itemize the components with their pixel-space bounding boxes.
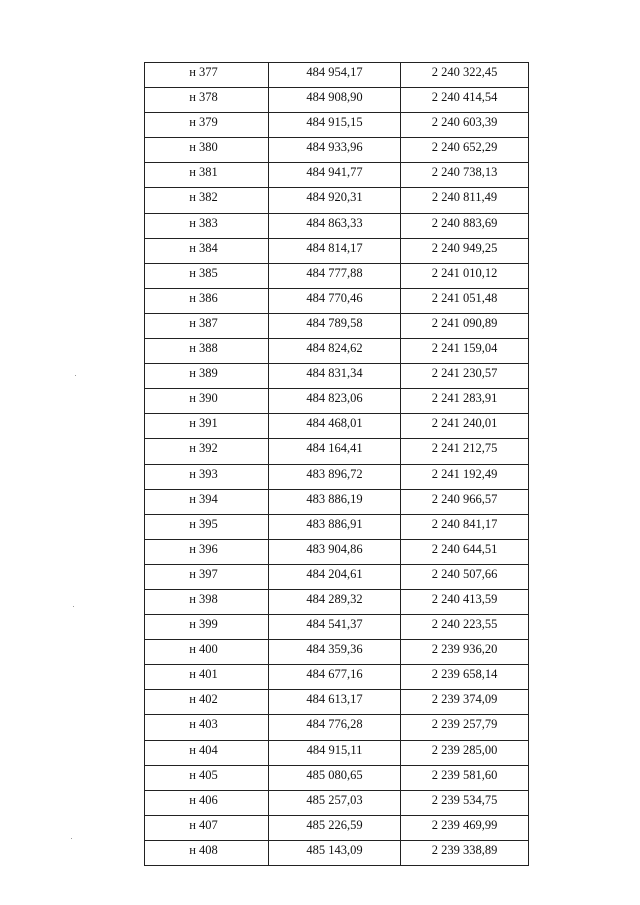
point-number-cell (145, 665, 269, 690)
point-number-cell (145, 313, 269, 338)
x-coordinate-cell-text: 484 468,01 (306, 416, 363, 431)
y-coordinate-cell-text: 2 241 240,01 (431, 416, 498, 431)
point-number-cell-text: н 407 (189, 817, 218, 832)
y-coordinate-cell-text: 2 240 738,13 (431, 165, 498, 180)
point-number-cell-text: н 384 (189, 240, 218, 255)
y-coordinate-cell (401, 815, 529, 840)
y-coordinate-cell (401, 288, 529, 313)
x-coordinate-cell-text: 483 896,72 (306, 466, 363, 481)
point-number-cell (145, 188, 269, 213)
y-coordinate-cell (401, 213, 529, 238)
y-coordinate-cell (401, 439, 529, 464)
point-number-cell (145, 88, 269, 113)
x-coordinate-cell-text: 485 080,65 (306, 767, 363, 782)
x-coordinate-cell (269, 840, 401, 865)
table-row (145, 414, 529, 439)
y-coordinate-cell-text: 2 239 338,89 (431, 842, 498, 857)
point-number-cell (145, 163, 269, 188)
table-row (145, 113, 529, 138)
x-coordinate-cell-text: 484 920,31 (306, 190, 363, 205)
x-coordinate-cell (269, 589, 401, 614)
x-coordinate-cell (269, 765, 401, 790)
table-row (145, 188, 529, 213)
x-coordinate-cell (269, 188, 401, 213)
y-coordinate-cell (401, 63, 529, 88)
x-coordinate-cell (269, 263, 401, 288)
x-coordinate-cell (269, 138, 401, 163)
table-row (145, 790, 529, 815)
y-coordinate-cell (401, 589, 529, 614)
point-number-cell-text: н 397 (189, 566, 218, 581)
point-number-cell (145, 138, 269, 163)
y-coordinate-cell (401, 765, 529, 790)
x-coordinate-cell-text: 484 613,17 (306, 692, 363, 707)
x-coordinate-cell (269, 564, 401, 589)
point-number-cell (145, 439, 269, 464)
table-row (145, 88, 529, 113)
table-row (145, 313, 529, 338)
x-coordinate-cell-text: 483 904,86 (306, 541, 363, 556)
point-number-cell (145, 464, 269, 489)
table-row (145, 439, 529, 464)
y-coordinate-cell-text: 2 240 507,66 (431, 566, 498, 581)
point-number-cell-text: н 379 (189, 115, 218, 130)
point-number-cell-text: н 405 (189, 767, 218, 782)
table-row (145, 815, 529, 840)
point-number-cell (145, 288, 269, 313)
table-row (145, 564, 529, 589)
table-row (145, 213, 529, 238)
table-row (145, 539, 529, 564)
x-coordinate-cell (269, 464, 401, 489)
y-coordinate-cell (401, 263, 529, 288)
y-coordinate-cell (401, 790, 529, 815)
table-row (145, 238, 529, 263)
x-coordinate-cell-text: 485 257,03 (306, 792, 363, 807)
x-coordinate-cell (269, 213, 401, 238)
x-coordinate-cell-text: 484 164,41 (306, 441, 363, 456)
x-coordinate-cell-text: 484 204,61 (306, 566, 363, 581)
point-number-cell-text: н 408 (189, 842, 218, 857)
point-number-cell-text: н 389 (189, 366, 218, 381)
x-coordinate-cell (269, 640, 401, 665)
point-number-cell (145, 389, 269, 414)
y-coordinate-cell (401, 339, 529, 364)
coordinates-table-body (145, 63, 529, 866)
y-coordinate-cell-text: 2 240 811,49 (431, 190, 498, 205)
table-row (145, 640, 529, 665)
point-number-cell-text: н 377 (189, 65, 218, 79)
point-number-cell (145, 339, 269, 364)
y-coordinate-cell (401, 238, 529, 263)
scan-speck (73, 606, 74, 607)
y-coordinate-cell-text: 2 240 949,25 (431, 240, 498, 255)
point-number-cell (145, 615, 269, 640)
table-row (145, 765, 529, 790)
point-number-cell-text: н 385 (189, 265, 218, 280)
x-coordinate-cell (269, 163, 401, 188)
y-coordinate-cell-text: 2 240 966,57 (431, 491, 498, 506)
point-number-cell-text: н 403 (189, 717, 218, 732)
x-coordinate-cell-text: 484 777,88 (306, 265, 363, 280)
point-number-cell-text: н 404 (189, 742, 218, 757)
table-row (145, 288, 529, 313)
x-coordinate-cell-text: 484 954,17 (306, 65, 363, 79)
table-row (145, 138, 529, 163)
point-number-cell-text: н 402 (189, 692, 218, 707)
x-coordinate-cell-text: 484 823,06 (306, 391, 363, 406)
table-row (145, 389, 529, 414)
x-coordinate-cell-text: 484 863,33 (306, 215, 363, 230)
y-coordinate-cell (401, 88, 529, 113)
x-coordinate-cell (269, 539, 401, 564)
point-number-cell-text: н 386 (189, 290, 218, 305)
point-number-cell (145, 414, 269, 439)
point-number-cell (145, 765, 269, 790)
x-coordinate-cell (269, 740, 401, 765)
point-number-cell-text: н 406 (189, 792, 218, 807)
y-coordinate-cell (401, 113, 529, 138)
y-coordinate-cell-text: 2 240 413,59 (431, 591, 498, 606)
table-row (145, 690, 529, 715)
y-coordinate-cell (401, 640, 529, 665)
x-coordinate-cell-text: 484 908,90 (306, 90, 363, 105)
y-coordinate-cell-text: 2 240 652,29 (431, 140, 498, 155)
point-number-cell (145, 564, 269, 589)
y-coordinate-cell-text: 2 239 469,99 (431, 817, 498, 832)
x-coordinate-cell-text: 484 359,36 (306, 642, 363, 657)
x-coordinate-cell-text: 484 915,15 (306, 115, 363, 130)
x-coordinate-cell (269, 489, 401, 514)
y-coordinate-cell (401, 514, 529, 539)
x-coordinate-cell (269, 113, 401, 138)
x-coordinate-cell (269, 414, 401, 439)
x-coordinate-cell (269, 815, 401, 840)
table-row (145, 263, 529, 288)
coordinates-table (144, 62, 529, 866)
y-coordinate-cell (401, 464, 529, 489)
y-coordinate-cell (401, 389, 529, 414)
x-coordinate-cell-text: 484 541,37 (306, 617, 363, 632)
y-coordinate-cell-text: 2 239 534,75 (431, 792, 498, 807)
point-number-cell (145, 740, 269, 765)
point-number-cell-text: н 390 (189, 391, 218, 406)
y-coordinate-cell-text: 2 239 581,60 (431, 767, 498, 782)
point-number-cell-text: н 387 (189, 315, 218, 330)
table-row (145, 840, 529, 865)
point-number-cell (145, 489, 269, 514)
y-coordinate-cell (401, 138, 529, 163)
point-number-cell-text: н 396 (189, 541, 218, 556)
point-number-cell (145, 539, 269, 564)
table-row (145, 339, 529, 364)
point-number-cell (145, 514, 269, 539)
point-number-cell-text: н 394 (189, 491, 218, 506)
x-coordinate-cell (269, 339, 401, 364)
x-coordinate-cell-text: 484 831,34 (306, 366, 363, 381)
table-row (145, 464, 529, 489)
y-coordinate-cell-text: 2 241 230,57 (431, 366, 498, 381)
x-coordinate-cell-text: 483 886,19 (306, 491, 363, 506)
x-coordinate-cell (269, 790, 401, 815)
y-coordinate-cell-text: 2 239 257,79 (431, 717, 498, 732)
table-row (145, 514, 529, 539)
y-coordinate-cell (401, 163, 529, 188)
table-row (145, 740, 529, 765)
point-number-cell-text: н 401 (189, 667, 218, 682)
point-number-cell (145, 263, 269, 288)
point-number-cell (145, 815, 269, 840)
x-coordinate-cell (269, 615, 401, 640)
point-number-cell (145, 213, 269, 238)
point-number-cell-text: н 391 (189, 416, 218, 431)
y-coordinate-cell-text: 2 240 414,54 (431, 90, 498, 105)
point-number-cell-text: н 381 (189, 165, 218, 180)
table-row (145, 589, 529, 614)
y-coordinate-cell (401, 414, 529, 439)
x-coordinate-cell (269, 88, 401, 113)
y-coordinate-cell (401, 840, 529, 865)
x-coordinate-cell-text: 484 789,58 (306, 315, 363, 330)
y-coordinate-cell (401, 715, 529, 740)
point-number-cell (145, 589, 269, 614)
point-number-cell (145, 364, 269, 389)
x-coordinate-cell-text: 484 915,11 (306, 742, 363, 757)
point-number-cell-text: н 392 (189, 441, 218, 456)
x-coordinate-cell-text: 484 677,16 (306, 667, 363, 682)
y-coordinate-cell-text: 2 240 603,39 (431, 115, 498, 130)
table-row (145, 163, 529, 188)
point-number-cell (145, 640, 269, 665)
y-coordinate-cell (401, 539, 529, 564)
x-coordinate-cell (269, 389, 401, 414)
y-coordinate-cell (401, 690, 529, 715)
point-number-cell (145, 63, 269, 88)
y-coordinate-cell-text: 2 240 883,69 (431, 215, 498, 230)
y-coordinate-cell (401, 364, 529, 389)
y-coordinate-cell-text: 2 239 658,14 (431, 667, 498, 682)
x-coordinate-cell (269, 514, 401, 539)
point-number-cell (145, 690, 269, 715)
y-coordinate-cell-text: 2 241 051,48 (431, 290, 498, 305)
y-coordinate-cell-text: 2 241 283,91 (431, 391, 498, 406)
y-coordinate-cell (401, 313, 529, 338)
table-row (145, 63, 529, 88)
point-number-cell-text: н 395 (189, 516, 218, 531)
y-coordinate-cell-text: 2 241 159,04 (431, 341, 498, 356)
table-row (145, 615, 529, 640)
point-number-cell-text: н 400 (189, 642, 218, 657)
point-number-cell-text: н 393 (189, 466, 218, 481)
x-coordinate-cell-text: 484 776,28 (306, 717, 363, 732)
point-number-cell-text: н 399 (189, 617, 218, 632)
x-coordinate-cell-text: 483 886,91 (306, 516, 363, 531)
scan-speck (75, 375, 76, 376)
x-coordinate-cell-text: 485 226,59 (306, 817, 363, 832)
y-coordinate-cell-text: 2 241 212,75 (431, 441, 498, 456)
y-coordinate-cell-text: 2 239 285,00 (431, 742, 498, 757)
x-coordinate-cell-text: 484 770,46 (306, 290, 363, 305)
y-coordinate-cell (401, 665, 529, 690)
scan-speck (71, 838, 72, 839)
point-number-cell-text: н 380 (189, 140, 218, 155)
y-coordinate-cell (401, 489, 529, 514)
x-coordinate-cell-text: 484 824,62 (306, 341, 363, 356)
y-coordinate-cell-text: 2 240 644,51 (431, 541, 498, 556)
y-coordinate-cell (401, 615, 529, 640)
x-coordinate-cell (269, 439, 401, 464)
point-number-cell-text: н 378 (189, 90, 218, 105)
y-coordinate-cell-text: 2 241 090,89 (431, 315, 498, 330)
y-coordinate-cell-text: 2 239 374,09 (431, 692, 498, 707)
point-number-cell-text: н 382 (189, 190, 218, 205)
point-number-cell (145, 790, 269, 815)
point-number-cell (145, 715, 269, 740)
x-coordinate-cell (269, 238, 401, 263)
point-number-cell-text: н 398 (189, 591, 218, 606)
point-number-cell-text: н 388 (189, 341, 218, 356)
point-number-cell (145, 238, 269, 263)
x-coordinate-cell (269, 690, 401, 715)
x-coordinate-cell (269, 665, 401, 690)
x-coordinate-cell-text: 484 933,96 (306, 140, 363, 155)
x-coordinate-cell (269, 63, 401, 88)
table-row (145, 665, 529, 690)
y-coordinate-cell-text: 2 241 192,49 (431, 466, 498, 481)
x-coordinate-cell-text: 484 814,17 (306, 240, 363, 255)
x-coordinate-cell (269, 715, 401, 740)
table-row (145, 364, 529, 389)
point-number-cell (145, 840, 269, 865)
y-coordinate-cell-text: 2 240 322,45 (431, 65, 498, 79)
y-coordinate-cell (401, 564, 529, 589)
x-coordinate-cell (269, 313, 401, 338)
y-coordinate-cell-text: 2 241 010,12 (431, 265, 498, 280)
x-coordinate-cell-text: 485 143,09 (306, 842, 363, 857)
table-row (145, 489, 529, 514)
point-number-cell (145, 113, 269, 138)
point-number-cell-text: н 383 (189, 215, 218, 230)
y-coordinate-cell (401, 740, 529, 765)
y-coordinate-cell (401, 188, 529, 213)
y-coordinate-cell-text: 2 240 841,17 (431, 516, 498, 531)
x-coordinate-cell-text: 484 289,32 (306, 591, 363, 606)
x-coordinate-cell (269, 288, 401, 313)
x-coordinate-cell-text: 484 941,77 (306, 165, 363, 180)
y-coordinate-cell-text: 2 239 936,20 (431, 642, 498, 657)
x-coordinate-cell (269, 364, 401, 389)
table-row (145, 715, 529, 740)
y-coordinate-cell-text: 2 240 223,55 (431, 617, 498, 632)
